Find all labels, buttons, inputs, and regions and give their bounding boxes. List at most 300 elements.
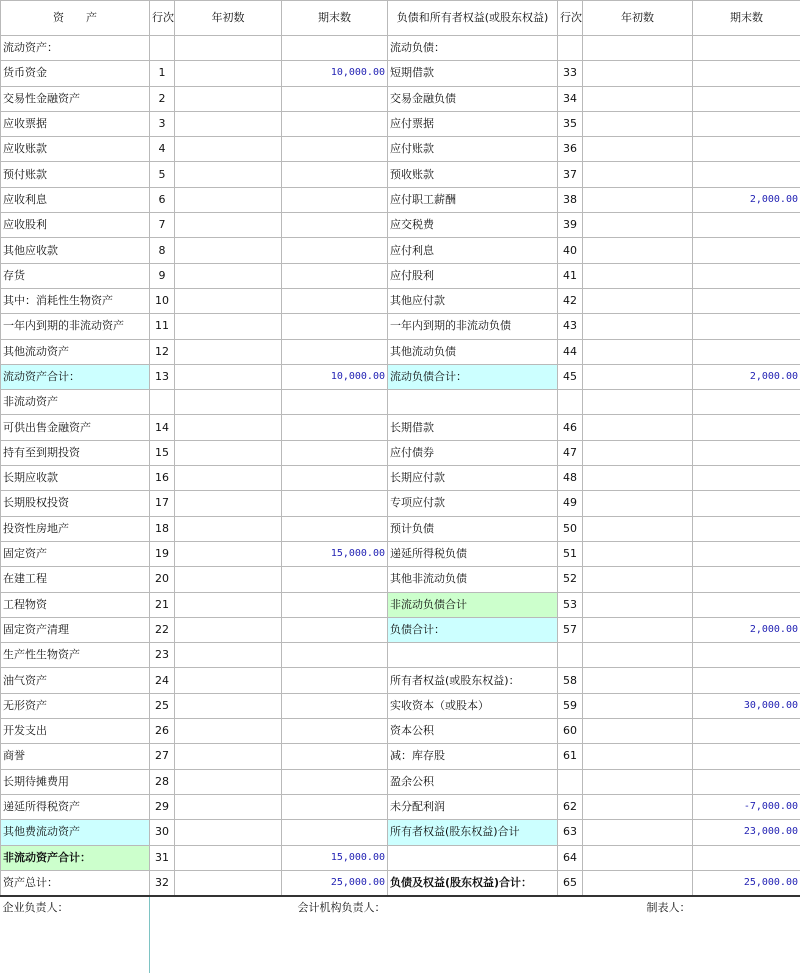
liability-begin-cell[interactable] [583,288,693,313]
liability-row-no-cell[interactable]: 39 [558,213,583,238]
asset-row-no-cell[interactable]: 11 [150,314,175,339]
asset-end-cell[interactable] [282,390,388,415]
liability-item-cell[interactable] [388,845,558,870]
liability-begin-cell[interactable] [583,61,693,86]
asset-row-no-cell[interactable]: 13 [150,364,175,389]
liability-begin-cell[interactable] [583,213,693,238]
asset-end-cell[interactable] [282,820,388,845]
liability-begin-cell[interactable] [583,137,693,162]
asset-end-cell[interactable] [282,238,388,263]
liability-item-cell[interactable]: 应付债券 [388,440,558,465]
liability-begin-cell[interactable] [583,744,693,769]
header-row-no: 行次 [150,1,175,36]
company-head-label: 企业负责人： [2,901,69,915]
liability-row-no-cell[interactable]: 38 [558,187,583,212]
liability-begin-cell[interactable] [583,390,693,415]
liability-row-no-cell[interactable]: 37 [558,162,583,187]
asset-row-no-cell[interactable]: 27 [150,744,175,769]
asset-end-cell[interactable] [282,719,388,744]
liability-item-cell[interactable]: 资本公积 [388,719,558,744]
asset-row-no-cell[interactable]: 1 [150,61,175,86]
liability-end-cell[interactable]: -7,000.00 [693,794,800,819]
table-row [1,263,800,288]
asset-begin-cell[interactable] [175,263,282,288]
liability-row-no-cell[interactable]: 44 [558,339,583,364]
asset-item-cell[interactable]: 固定资产清理 [1,617,150,642]
liability-begin-cell[interactable] [583,845,693,870]
liability-begin-cell[interactable] [583,491,693,516]
liability-begin-cell[interactable] [583,466,693,491]
header-liabilities: 负债和所有者权益(或股东权益) [388,1,558,36]
asset-row-no-cell[interactable]: 31 [150,845,175,870]
asset-item-cell[interactable]: 其他费流动资产 [1,820,150,845]
table-row [1,466,800,491]
liability-row-no-cell[interactable]: 63 [558,820,583,845]
table-row [1,794,800,819]
asset-end-cell[interactable] [282,491,388,516]
asset-item-cell[interactable]: 油气资产 [1,668,150,693]
asset-item-cell[interactable]: 生产性生物资产 [1,643,150,668]
liability-end-cell[interactable] [693,567,800,592]
liability-row-no-cell[interactable] [558,390,583,415]
asset-row-no-cell[interactable] [150,390,175,415]
asset-end-cell[interactable] [282,162,388,187]
liability-begin-cell[interactable] [583,36,693,61]
table-row [1,137,800,162]
asset-end-cell[interactable] [282,617,388,642]
asset-begin-cell[interactable] [175,440,282,465]
liability-begin-cell[interactable] [583,541,693,566]
table-row [1,187,800,212]
table-row [1,719,800,744]
table-row [1,390,800,415]
asset-begin-cell[interactable] [175,466,282,491]
asset-item-cell[interactable]: 长期应收款 [1,466,150,491]
asset-item-cell[interactable]: 其中：消耗性生物资产 [1,288,150,313]
asset-row-no-cell[interactable]: 29 [150,794,175,819]
asset-begin-cell[interactable] [175,238,282,263]
liability-item-cell[interactable]: 所有者权益(或股东权益)： [388,668,558,693]
asset-row-no-cell[interactable]: 6 [150,187,175,212]
asset-end-cell[interactable] [282,440,388,465]
liability-row-no-cell[interactable]: 65 [558,870,583,896]
liability-end-cell[interactable] [693,314,800,339]
asset-row-no-cell[interactable]: 30 [150,820,175,845]
liability-item-cell[interactable]: 应交税费 [388,213,558,238]
asset-item-cell[interactable]: 长期股权投资 [1,491,150,516]
liability-end-cell[interactable] [693,466,800,491]
asset-begin-cell[interactable] [175,213,282,238]
liability-row-no-cell[interactable]: 36 [558,137,583,162]
asset-row-no-cell[interactable]: 25 [150,693,175,718]
liability-row-no-cell[interactable]: 46 [558,415,583,440]
liability-row-no-cell[interactable] [558,36,583,61]
asset-begin-cell[interactable] [175,567,282,592]
asset-begin-cell[interactable] [175,36,282,61]
asset-item-cell[interactable]: 应收票据 [1,111,150,136]
asset-item-cell[interactable]: 投资性房地产 [1,516,150,541]
liability-row-no-cell[interactable]: 40 [558,238,583,263]
liability-item-cell[interactable]: 交易金融负债 [388,86,558,111]
asset-begin-cell[interactable] [175,415,282,440]
asset-row-no-cell[interactable]: 19 [150,541,175,566]
asset-item-cell[interactable]: 工程物资 [1,592,150,617]
asset-row-no-cell[interactable] [150,36,175,61]
asset-begin-cell[interactable] [175,541,282,566]
asset-end-cell[interactable] [282,263,388,288]
liability-row-no-cell[interactable]: 64 [558,845,583,870]
asset-row-no-cell[interactable]: 22 [150,617,175,642]
liability-item-cell[interactable]: 应付职工薪酬 [388,187,558,212]
asset-end-cell[interactable] [282,314,388,339]
asset-begin-cell[interactable] [175,719,282,744]
asset-row-no-cell[interactable]: 26 [150,719,175,744]
liability-item-cell[interactable]: 所有者权益(股东权益)合计 [388,820,558,845]
liability-end-cell[interactable]: 25,000.00 [693,870,800,896]
liability-begin-cell[interactable] [583,870,693,896]
liability-end-cell[interactable] [693,339,800,364]
liability-end-cell[interactable] [693,643,800,668]
liability-begin-cell[interactable] [583,643,693,668]
liability-end-cell[interactable] [693,213,800,238]
asset-item-cell[interactable]: 固定资产 [1,541,150,566]
liability-item-cell[interactable]: 短期借款 [388,61,558,86]
asset-end-cell[interactable] [282,36,388,61]
asset-row-no-cell[interactable]: 2 [150,86,175,111]
asset-row-no-cell[interactable]: 32 [150,870,175,896]
liability-row-no-cell[interactable]: 58 [558,668,583,693]
liability-begin-cell[interactable] [583,415,693,440]
asset-item-cell[interactable]: 无形资产 [1,693,150,718]
asset-item-cell[interactable]: 应收股利 [1,213,150,238]
liability-row-no-cell[interactable]: 61 [558,744,583,769]
asset-row-no-cell[interactable]: 10 [150,288,175,313]
asset-begin-cell[interactable] [175,61,282,86]
liability-end-cell[interactable] [693,769,800,794]
liability-end-cell[interactable] [693,61,800,86]
liability-row-no-cell[interactable]: 43 [558,314,583,339]
liability-item-cell[interactable]: 预计负债 [388,516,558,541]
liability-row-no-cell[interactable]: 59 [558,693,583,718]
liability-item-cell[interactable]: 盈余公积 [388,769,558,794]
asset-end-cell[interactable]: 15,000.00 [282,541,388,566]
liability-begin-cell[interactable] [583,440,693,465]
asset-row-no-cell[interactable]: 15 [150,440,175,465]
asset-row-no-cell[interactable]: 8 [150,238,175,263]
asset-begin-cell[interactable] [175,769,282,794]
asset-item-cell[interactable]: 非流动资产 [1,390,150,415]
liability-end-cell[interactable] [693,541,800,566]
liability-item-cell[interactable]: 预收账款 [388,162,558,187]
liability-row-no-cell[interactable]: 47 [558,440,583,465]
liability-begin-cell[interactable] [583,238,693,263]
liability-end-cell[interactable] [693,592,800,617]
liability-begin-cell[interactable] [583,86,693,111]
asset-row-no-cell[interactable]: 17 [150,491,175,516]
liability-end-cell[interactable] [693,491,800,516]
liability-row-no-cell[interactable]: 45 [558,364,583,389]
liability-item-cell[interactable]: 非流动负债合计 [388,592,558,617]
liability-end-cell[interactable] [693,516,800,541]
liability-end-cell[interactable]: 2,000.00 [693,187,800,212]
asset-item-cell[interactable]: 可供出售金融资产 [1,415,150,440]
liability-row-no-cell[interactable]: 57 [558,617,583,642]
header-row-no-2: 行次 [558,1,583,36]
asset-begin-cell[interactable] [175,794,282,819]
liability-end-cell[interactable]: 2,000.00 [693,364,800,389]
asset-item-cell[interactable]: 预付账款 [1,162,150,187]
asset-end-cell[interactable]: 25,000.00 [282,870,388,896]
asset-begin-cell[interactable] [175,668,282,693]
liability-item-cell[interactable]: 其他应付款 [388,288,558,313]
asset-row-no-cell[interactable]: 3 [150,111,175,136]
liability-item-cell[interactable]: 其他非流动负债 [388,567,558,592]
liability-row-no-cell[interactable]: 51 [558,541,583,566]
asset-begin-cell[interactable] [175,820,282,845]
liability-item-cell[interactable]: 应付股利 [388,263,558,288]
asset-item-cell[interactable]: 应收账款 [1,137,150,162]
asset-item-cell[interactable]: 商誉 [1,744,150,769]
liability-row-no-cell[interactable]: 35 [558,111,583,136]
asset-row-no-cell[interactable]: 12 [150,339,175,364]
liability-item-cell[interactable]: 其他流动负债 [388,339,558,364]
liability-end-cell[interactable] [693,137,800,162]
table-row [1,111,800,136]
asset-end-cell[interactable] [282,187,388,212]
asset-end-cell[interactable] [282,693,388,718]
liability-begin-cell[interactable] [583,820,693,845]
asset-end-cell[interactable] [282,668,388,693]
liability-begin-cell[interactable] [583,592,693,617]
asset-end-cell[interactable] [282,466,388,491]
asset-begin-cell[interactable] [175,617,282,642]
liability-begin-cell[interactable] [583,162,693,187]
liability-item-cell[interactable]: 负债合计： [388,617,558,642]
liability-row-no-cell[interactable]: 33 [558,61,583,86]
liability-end-cell[interactable]: 23,000.00 [693,820,800,845]
liability-item-cell[interactable]: 专项应付款 [388,491,558,516]
asset-begin-cell[interactable] [175,288,282,313]
liability-row-no-cell[interactable] [558,643,583,668]
accounting-head-label: 会计机构负责人： [297,901,386,915]
liability-item-cell[interactable]: 减：库存股 [388,744,558,769]
asset-begin-cell[interactable] [175,744,282,769]
asset-end-cell[interactable] [282,415,388,440]
asset-begin-cell[interactable] [175,643,282,668]
liability-row-no-cell[interactable]: 34 [558,86,583,111]
liability-begin-cell[interactable] [583,339,693,364]
liability-begin-cell[interactable] [583,516,693,541]
liability-row-no-cell[interactable]: 48 [558,466,583,491]
liability-item-cell[interactable] [388,390,558,415]
liability-item-cell[interactable]: 应付利息 [388,238,558,263]
liability-end-cell[interactable] [693,36,800,61]
asset-item-cell[interactable]: 应收利息 [1,187,150,212]
header-end: 期末数 [282,1,388,36]
asset-end-cell[interactable]: 10,000.00 [282,61,388,86]
liability-item-cell[interactable] [388,643,558,668]
asset-end-cell[interactable]: 10,000.00 [282,364,388,389]
asset-item-cell[interactable]: 流动资产： [1,36,150,61]
liability-end-cell[interactable]: 2,000.00 [693,617,800,642]
liability-row-no-cell[interactable]: 49 [558,491,583,516]
liability-begin-cell[interactable] [583,187,693,212]
liability-row-no-cell[interactable]: 42 [558,288,583,313]
asset-item-cell[interactable]: 其他流动资产 [1,339,150,364]
asset-end-cell[interactable] [282,643,388,668]
asset-begin-cell[interactable] [175,870,282,896]
liability-item-cell[interactable]: 长期借款 [388,415,558,440]
asset-begin-cell[interactable] [175,491,282,516]
asset-begin-cell[interactable] [175,845,282,870]
liability-item-cell[interactable]: 一年内到期的非流动负债 [388,314,558,339]
liability-row-no-cell[interactable]: 52 [558,567,583,592]
liability-begin-cell[interactable] [583,567,693,592]
asset-row-no-cell[interactable]: 14 [150,415,175,440]
asset-row-no-cell[interactable]: 23 [150,643,175,668]
asset-item-cell[interactable]: 交易性金融资产 [1,86,150,111]
liability-end-cell[interactable] [693,111,800,136]
asset-begin-cell[interactable] [175,111,282,136]
liability-end-cell[interactable] [693,668,800,693]
header-begin-2: 年初数 [583,1,693,36]
asset-item-cell[interactable]: 其他应收款 [1,238,150,263]
liability-begin-cell[interactable] [583,111,693,136]
asset-begin-cell[interactable] [175,187,282,212]
liability-item-cell[interactable]: 未分配利润 [388,794,558,819]
blank [150,896,175,919]
table-row [1,213,800,238]
liability-end-cell[interactable] [693,744,800,769]
liability-end-cell[interactable] [693,263,800,288]
liability-end-cell[interactable] [693,86,800,111]
asset-item-cell[interactable]: 开发支出 [1,719,150,744]
liability-begin-cell[interactable] [583,668,693,693]
liability-item-cell[interactable]: 实收资本（或股本） [388,693,558,718]
asset-end-cell[interactable] [282,794,388,819]
liability-item-cell[interactable]: 流动负债合计： [388,364,558,389]
liability-row-no-cell[interactable]: 60 [558,719,583,744]
liability-row-no-cell[interactable]: 53 [558,592,583,617]
liability-row-no-cell[interactable]: 50 [558,516,583,541]
asset-end-cell[interactable] [282,592,388,617]
asset-row-no-cell[interactable]: 7 [150,213,175,238]
liability-item-cell[interactable]: 应付账款 [388,137,558,162]
liability-begin-cell[interactable] [583,719,693,744]
liability-end-cell[interactable] [693,238,800,263]
header-end-2: 期末数 [693,1,800,36]
asset-item-cell[interactable]: 在建工程 [1,567,150,592]
liability-row-no-cell[interactable]: 62 [558,794,583,819]
asset-begin-cell[interactable] [175,693,282,718]
blank [175,896,282,919]
asset-end-cell[interactable] [282,137,388,162]
liability-begin-cell[interactable] [583,769,693,794]
table-row [1,162,800,187]
asset-row-no-cell[interactable]: 16 [150,466,175,491]
asset-item-cell[interactable]: 非流动资产合计： [1,845,150,870]
asset-item-cell[interactable]: 持有至到期投资 [1,440,150,465]
liability-item-cell[interactable]: 负债及权益(股东权益)合计： [388,870,558,896]
liability-item-cell[interactable]: 递延所得税负债 [388,541,558,566]
asset-end-cell[interactable] [282,516,388,541]
liability-end-cell[interactable] [693,390,800,415]
asset-end-cell[interactable] [282,111,388,136]
asset-row-no-cell[interactable]: 5 [150,162,175,187]
liability-begin-cell[interactable] [583,617,693,642]
liability-begin-cell[interactable] [583,693,693,718]
asset-end-cell[interactable] [282,288,388,313]
asset-begin-cell[interactable] [175,339,282,364]
asset-row-no-cell[interactable]: 4 [150,137,175,162]
liability-row-no-cell[interactable] [558,769,583,794]
asset-item-cell[interactable]: 长期待摊费用 [1,769,150,794]
asset-begin-cell[interactable] [175,137,282,162]
liability-end-cell[interactable] [693,415,800,440]
table-row [1,440,800,465]
asset-row-no-cell[interactable]: 21 [150,592,175,617]
liability-end-cell[interactable] [693,440,800,465]
asset-begin-cell[interactable] [175,86,282,111]
table-row [1,769,800,794]
asset-row-no-cell[interactable]: 24 [150,668,175,693]
asset-item-cell[interactable]: 资产总计： [1,870,150,896]
asset-end-cell[interactable] [282,567,388,592]
asset-begin-cell[interactable] [175,364,282,389]
asset-begin-cell[interactable] [175,516,282,541]
asset-begin-cell[interactable] [175,314,282,339]
asset-item-cell[interactable]: 递延所得税资产 [1,794,150,819]
liability-end-cell[interactable] [693,719,800,744]
asset-end-cell[interactable] [282,339,388,364]
asset-begin-cell[interactable] [175,162,282,187]
liability-end-cell[interactable] [693,162,800,187]
liability-begin-cell[interactable] [583,364,693,389]
asset-row-no-cell[interactable]: 28 [150,769,175,794]
asset-end-cell[interactable]: 15,000.00 [282,845,388,870]
asset-end-cell[interactable] [282,769,388,794]
asset-item-cell[interactable]: 货币资金 [1,61,150,86]
liability-item-cell[interactable]: 应付票据 [388,111,558,136]
liability-end-cell[interactable] [693,288,800,313]
table-row [1,870,800,896]
liability-begin-cell[interactable] [583,314,693,339]
asset-begin-cell[interactable] [175,592,282,617]
liability-row-no-cell[interactable]: 41 [558,263,583,288]
asset-end-cell[interactable] [282,744,388,769]
liability-item-cell[interactable]: 流动负债： [388,36,558,61]
header-begin: 年初数 [175,1,282,36]
liability-end-cell[interactable] [693,845,800,870]
table-row [1,567,800,592]
asset-row-no-cell[interactable]: 9 [150,263,175,288]
liability-item-cell[interactable]: 长期应付款 [388,466,558,491]
asset-item-cell[interactable]: 一年内到期的非流动资产 [1,314,150,339]
liability-end-cell[interactable]: 30,000.00 [693,693,800,718]
table-row [1,592,800,617]
asset-item-cell[interactable]: 存货 [1,263,150,288]
table-row [1,820,800,845]
asset-item-cell[interactable]: 流动资产合计： [1,364,150,389]
liability-begin-cell[interactable] [583,263,693,288]
asset-end-cell[interactable] [282,213,388,238]
asset-row-no-cell[interactable]: 20 [150,567,175,592]
asset-begin-cell[interactable] [175,390,282,415]
asset-end-cell[interactable] [282,86,388,111]
liability-begin-cell[interactable] [583,794,693,819]
signature-row [1,896,800,919]
asset-row-no-cell[interactable]: 18 [150,516,175,541]
